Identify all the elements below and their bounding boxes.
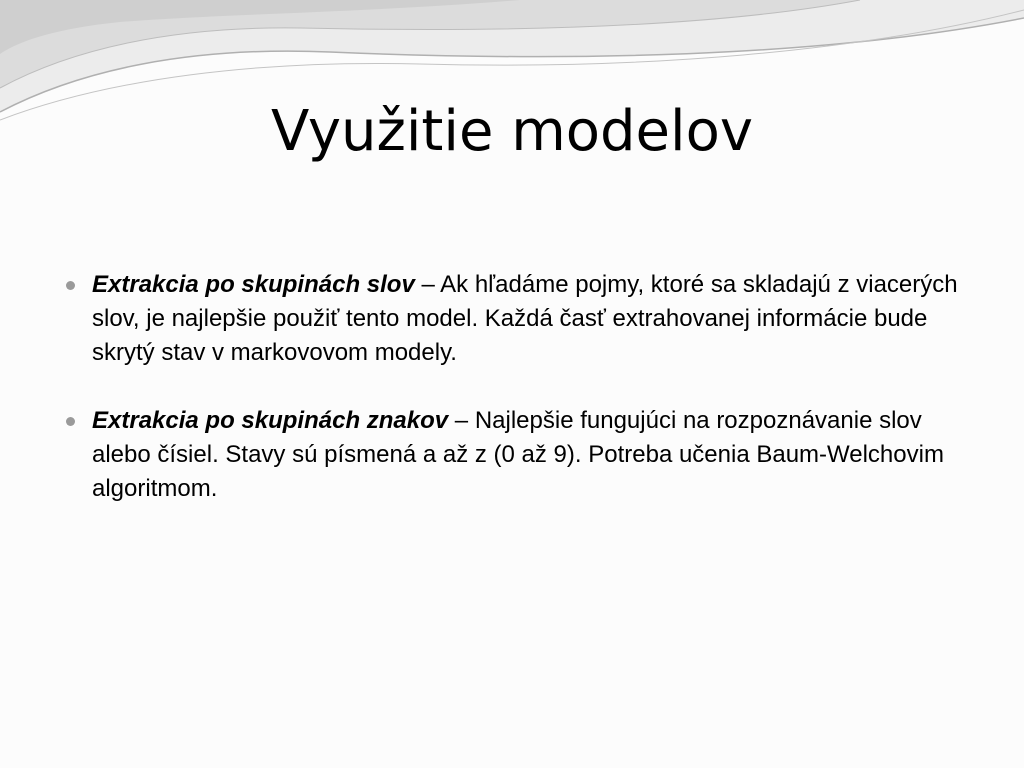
bullet-list — [62, 268, 962, 540]
bullet-dot-icon — [66, 417, 75, 426]
slide-title: Využitie modelov — [271, 99, 753, 164]
bullet-text: – Ak hľadáme pojmy, ktoré sa skladajú z viacerých slov, je najlepšie použiť tento model. Každá časť extrahovanej informácie bude skrytý stav v markovovom modely. — [92, 271, 958, 366]
bullet-term: Extrakcia po skupinách slov — [92, 271, 415, 298]
bullet-item — [62, 404, 962, 506]
bullet-term: Extrakcia po skupinách znakov — [92, 407, 449, 434]
bullet-text: – Najlepšie fungujúci na rozpoznávanie slov alebo čísiel. Stavy sú písmená a až z (0 až 9). Potreba učenia Baum-Welchovim algoritmom. — [92, 407, 944, 502]
bullet-item — [62, 268, 962, 370]
bullet-dot-icon — [66, 281, 75, 290]
